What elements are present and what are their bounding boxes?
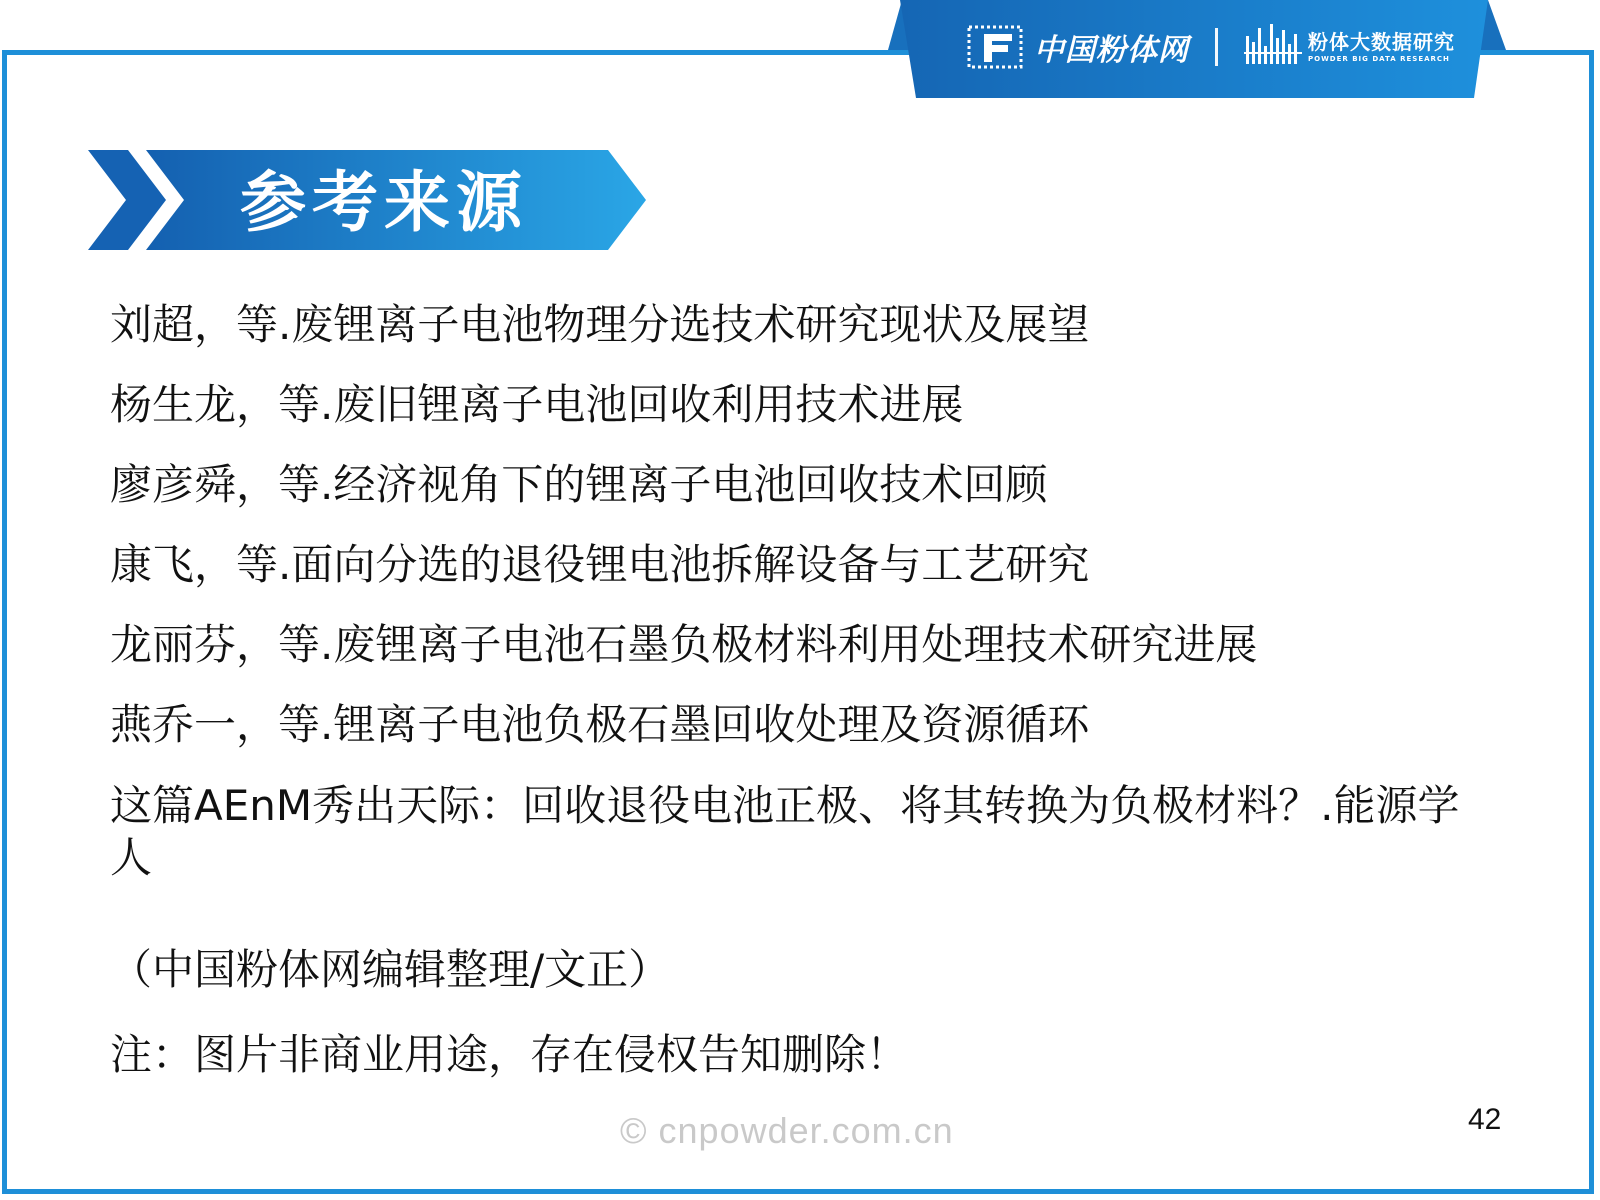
reference-item: 燕乔一，等.锂离子电池负极石墨回收处理及资源循环: [110, 700, 1090, 749]
cnpowder-logo-icon: [966, 24, 1030, 70]
copyright-note: 注：图片非商业用途，存在侵权告知删除！: [110, 1030, 909, 1079]
reference-item: 刘超，等.废锂离子电池物理分选技术研究现状及展望: [110, 300, 1090, 349]
brand-name: 中国粉体网: [1034, 33, 1189, 68]
editor-credit: （中国粉体网编辑整理/文正）: [110, 945, 671, 994]
reference-item: 廖彦舜，等.经济视角下的锂离子电池回收技术回顾: [110, 460, 1048, 509]
brand-divider: [1215, 28, 1218, 66]
reference-item: 龙丽芬，等.废锂离子电池石墨负极材料利用处理技术研究进展: [110, 620, 1258, 669]
reference-list: [110, 300, 1510, 914]
bigdata-title: 粉体大数据研究: [1308, 30, 1455, 54]
bigdata-barcode-icon: [1244, 22, 1302, 72]
section-title: 参考来源: [240, 164, 528, 241]
bigdata-subtitle: POWDER BIG DATA RESEARCH: [1308, 55, 1450, 63]
reference-item: 康飞，等.面向分选的退役锂电池拆解设备与工艺研究: [110, 540, 1090, 589]
reference-item: 杨生龙，等.废旧锂离子电池回收利用技术进展: [110, 380, 964, 429]
header-branding: [966, 22, 1455, 72]
bigdata-text: [1308, 30, 1455, 64]
watermark: © cnpowder.com.cn: [620, 1110, 954, 1151]
reference-item: 这篇AEnM秀出天际：回收退役电池正极、将其转换为负极材料？.能源学人: [110, 781, 1460, 882]
page-number: 42: [1468, 1103, 1502, 1136]
